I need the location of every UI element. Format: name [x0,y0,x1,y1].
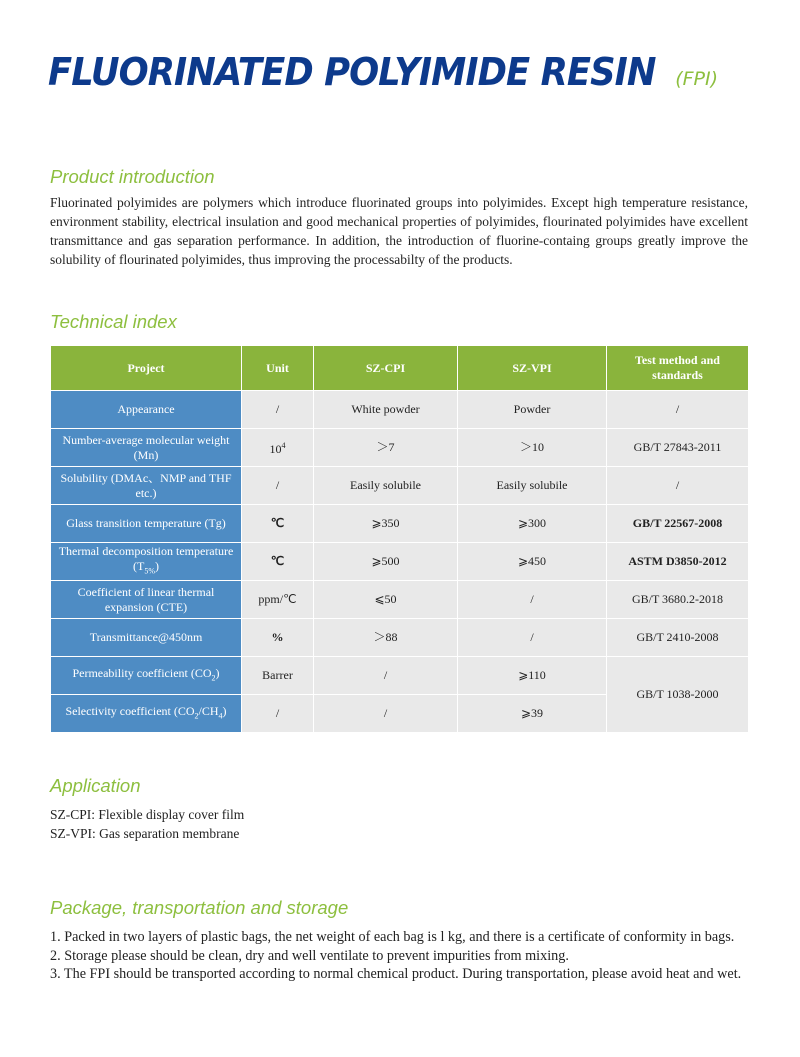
row-project [51,657,242,695]
row-sz-vpi: ⩾300 [458,505,607,543]
row-unit: / [242,695,314,733]
row-sz-vpi: Powder [458,391,607,429]
project-close: ) [222,703,227,718]
row-project [51,543,242,581]
project-subscript: 4 [218,711,223,721]
table-row [51,505,749,543]
row-unit: Barrer [242,657,314,695]
table-row [51,581,749,619]
row-test-method: GB/T 22567-2008 [607,505,749,543]
page-title [48,50,718,94]
row-unit: ppm/℃ [242,581,314,619]
row-sz-cpi: ⩾350 [314,505,458,543]
col-header-sz-cpi: SZ-CPI [314,346,458,391]
tech-heading: Technical index [50,311,177,332]
row-sz-cpi: ⩽50 [314,581,458,619]
project-text: Permeability coefficient (CO [72,665,212,680]
row-sz-vpi: ⩾110 [458,657,607,695]
row-project: Number-average molecular weight (Mn) [51,429,242,467]
package-item: 2. Storage please should be clean, dry and well ventilate to prevent impurities from mixing. [50,947,569,964]
intro-paragraph: Fluorinated polyimides are polymers which introduce fluorinated groups into polyimides. Except high temperature resistance, environment stability, electrical insulation and good mechanical properties of polyimides, flourinated polyimides have excellent transmittance and gas separation performance. In addition, the introduction of fluorine-containg groups greatly improve the solubility of flourinated polyimides, thus improving the processabilty of the products. [50,195,748,267]
package-item: 1. Packed in two layers of plastic bags, the net weight of each bag is l kg, and there is a certificate of conformity in bags. [50,929,735,945]
row-sz-cpi: ⩾500 [314,543,458,581]
project-close: ) [155,559,159,574]
row-sz-cpi: ＞88 [314,619,458,657]
project-text: Thermal decomposition temperature [58,544,234,559]
intro-heading: Product introduction [50,166,215,187]
table-row [51,391,749,429]
table-row [51,429,749,467]
technical-index-table [50,345,749,733]
row-test-method: / [607,391,749,429]
row-unit: / [242,391,314,429]
table-header-row [51,346,749,391]
row-sz-cpi: White powder [314,391,458,429]
col-header-test-method: Test method and standards [607,346,749,391]
application-heading: Application [50,775,141,796]
col-header-sz-vpi: SZ-VPI [458,346,607,391]
row-test-method: GB/T 27843-2011 [607,429,749,467]
row-sz-vpi: ⩾39 [458,695,607,733]
row-test-method: GB/T 3680.2-2018 [607,581,749,619]
table-row [51,619,749,657]
row-sz-vpi: ⩾450 [458,543,607,581]
row-unit: / [242,467,314,505]
application-line: SZ-VPI: Gas separation membrane [50,826,240,841]
project-text: Selectivity coefficient (CO [65,703,195,718]
row-test-method: GB/T 1038-2000 [607,657,749,733]
project-close: ) [215,665,220,680]
row-project: Transmittance@450nm [51,619,242,657]
row-project: Appearance [51,391,242,429]
unit-exponent: 4 [281,441,286,450]
row-sz-vpi: / [458,619,607,657]
col-header-project: Project [51,346,242,391]
project-symbol: (T [133,559,145,574]
project-subscript: 2 [211,673,216,683]
row-sz-vpi: / [458,581,607,619]
project-subscript: 5% [144,566,155,576]
row-sz-vpi: Easily solubile [458,467,607,505]
package-heading: Package, transportation and storage [50,897,349,918]
row-sz-cpi: / [314,657,458,695]
row-test-method: GB/T 2410-2008 [607,619,749,657]
col-header-unit: Unit [242,346,314,391]
row-unit: ℃ [242,543,314,581]
package-list [50,928,748,984]
unit-base: 10 [269,442,282,456]
row-project: Coefficient of linear thermal expansion (CTE) [51,581,242,619]
package-item: 3. The FPI should be transported according to normal chemical product. During transportation, please avoid heat and wet. [50,966,742,982]
row-test-method: ASTM D3850-2012 [607,543,749,581]
row-project: Glass transition temperature (Tg) [51,505,242,543]
row-sz-cpi: / [314,695,458,733]
table-row [51,467,749,505]
title-abbreviation: (FPI) [675,68,719,90]
project-subscript: 2 [194,711,199,721]
row-project [51,695,242,733]
project-text: /CH [198,703,219,718]
row-unit: % [242,619,314,657]
row-unit [242,429,314,467]
table-row [51,657,749,695]
table-row [51,543,749,581]
row-unit: ℃ [242,505,314,543]
row-test-method: / [607,467,749,505]
row-project: Solubility (DMAc、NMP and THF etc.) [51,467,242,505]
title-main: FLUORINATED POLYIMIDE RESIN [48,50,656,94]
row-sz-cpi: Easily solubile [314,467,458,505]
row-sz-cpi: ＞7 [314,429,458,467]
row-sz-vpi: ＞10 [458,429,607,467]
application-line: SZ-CPI: Flexible display cover film [50,807,245,822]
